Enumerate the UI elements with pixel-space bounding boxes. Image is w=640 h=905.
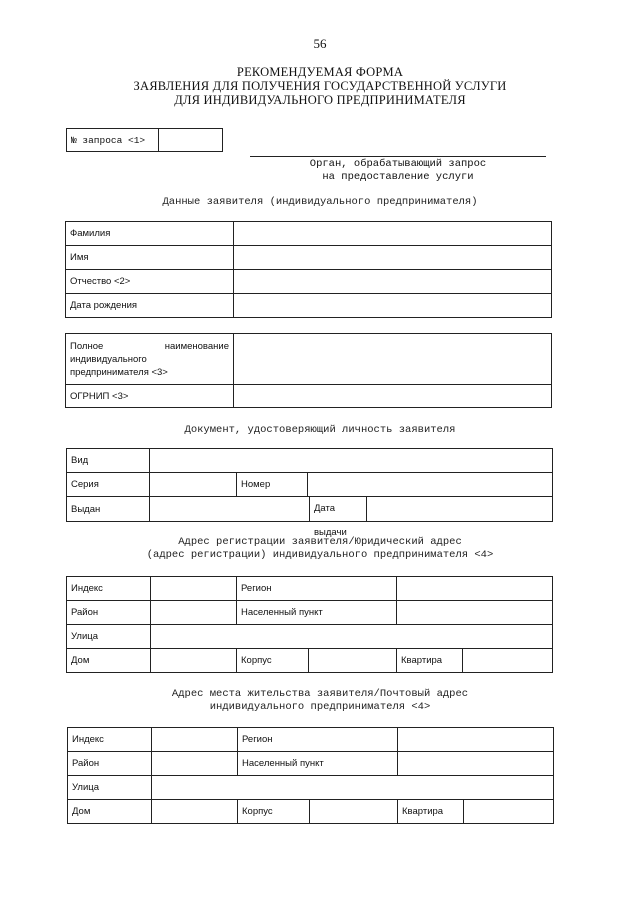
reg-building-label: Корпус (237, 649, 309, 673)
patronymic-input[interactable] (238, 273, 547, 291)
res-region-label: Регион (238, 728, 398, 752)
identity-doc-issued-table (66, 496, 553, 538)
doc-issue-date-input[interactable] (371, 500, 552, 518)
doc-series-label: Серия (67, 473, 150, 497)
ogrnip-input[interactable] (238, 387, 547, 405)
table-row (68, 800, 554, 824)
doc-issued-by-label: Выдан (67, 497, 150, 522)
reg-district-input[interactable] (155, 604, 232, 622)
doc-series-input[interactable] (154, 476, 232, 494)
full-name-input[interactable] (238, 350, 547, 368)
res-address-table (67, 727, 554, 824)
identity-doc-section-heading: Документ, удостоверяющий личность заявителя (184, 424, 456, 436)
table-row (66, 334, 552, 385)
reg-house-label: Дом (67, 649, 151, 673)
birth-date-input[interactable] (238, 297, 547, 315)
reg-locality-input[interactable] (401, 604, 548, 622)
reg-apartment-label: Квартира (397, 649, 463, 673)
reg-locality-field[interactable] (397, 601, 553, 625)
reg-index-input[interactable] (155, 580, 232, 598)
res-building-label: Корпус (238, 800, 310, 824)
full-name-label-word-2: наименование (164, 340, 229, 352)
res-district-field[interactable] (152, 752, 238, 776)
table-row (67, 497, 553, 522)
page-number: 56 (313, 36, 327, 51)
birth-date-field[interactable] (234, 294, 552, 318)
doc-number-label: Номер (237, 473, 308, 497)
reg-apartment-field[interactable] (463, 649, 553, 673)
res-locality-field[interactable] (398, 752, 554, 776)
doc-issued-by-field[interactable] (150, 497, 310, 522)
full-name-label-word-1: Полное (70, 340, 104, 352)
ogrnip-label: ОГРНИП <3> (66, 385, 234, 408)
reg-building-field[interactable] (309, 649, 397, 673)
reg-house-input[interactable] (155, 652, 232, 670)
reg-address-heading-line-2: (адрес регистрации) индивидуального предпринимателя <4> (146, 549, 494, 561)
ogrnip-field[interactable] (234, 385, 552, 408)
doc-number-input[interactable] (312, 476, 548, 494)
full-name-label (66, 334, 234, 385)
res-index-field[interactable] (152, 728, 238, 752)
res-street-field[interactable] (152, 776, 554, 800)
res-region-input[interactable] (402, 731, 549, 749)
entrepreneur-table (65, 333, 552, 408)
table-row (67, 625, 553, 649)
reg-district-label: Район (67, 601, 151, 625)
res-locality-input[interactable] (402, 755, 549, 773)
surname-field[interactable] (234, 222, 552, 246)
name-label: Имя (66, 246, 234, 270)
request-number-field[interactable] (159, 129, 223, 152)
organ-caption (250, 158, 546, 184)
name-input[interactable] (238, 249, 547, 267)
table-row (66, 294, 552, 318)
table-row (68, 728, 554, 752)
doc-series-field[interactable] (150, 473, 237, 497)
organ-signature-line (250, 156, 546, 157)
full-name-label-line-3: предпринимателя <3> (70, 366, 168, 378)
table-row (68, 776, 554, 800)
res-street-input[interactable] (156, 779, 549, 797)
reg-address-table (66, 576, 553, 673)
reg-apartment-input[interactable] (467, 652, 548, 670)
reg-street-input[interactable] (155, 628, 548, 646)
res-house-input[interactable] (156, 803, 233, 821)
res-region-field[interactable] (398, 728, 554, 752)
table-row (66, 246, 552, 270)
form-title-line-3: ДЛЯ ИНДИВИДУАЛЬНОГО ПРЕДПРИНИМАТЕЛЯ (174, 93, 466, 107)
res-index-label: Индекс (68, 728, 152, 752)
doc-issue-date-cell[interactable] (310, 497, 553, 538)
table-row (67, 577, 553, 601)
table-row (66, 385, 552, 408)
table-row (67, 649, 553, 673)
res-house-field[interactable] (152, 800, 238, 824)
full-name-field[interactable] (234, 334, 552, 385)
reg-index-label: Индекс (67, 577, 151, 601)
surname-input[interactable] (238, 225, 547, 243)
res-house-label: Дом (68, 800, 152, 824)
res-apartment-input[interactable] (468, 803, 549, 821)
organ-caption-line-1: Орган, обрабатывающий запрос (309, 158, 487, 170)
doc-type-field[interactable] (150, 449, 553, 473)
reg-region-input[interactable] (401, 580, 548, 598)
table-row (68, 752, 554, 776)
request-number-box (66, 128, 223, 152)
organ-caption-line-2: на предоставление услуги (322, 171, 474, 183)
table-row (67, 473, 553, 497)
name-field[interactable] (234, 246, 552, 270)
res-apartment-label: Квартира (398, 800, 464, 824)
reg-locality-label: Населенный пункт (237, 601, 397, 625)
res-building-input[interactable] (314, 803, 393, 821)
res-district-label: Район (68, 752, 152, 776)
res-locality-label: Населенный пункт (238, 752, 398, 776)
res-apartment-field[interactable] (464, 800, 554, 824)
applicant-section-heading: Данные заявителя (индивидуального предпринимателя) (162, 196, 478, 208)
reg-region-field[interactable] (397, 577, 553, 601)
reg-index-field[interactable] (151, 577, 237, 601)
form-title-line-1: РЕКОМЕНДУЕМАЯ ФОРМА (236, 65, 404, 79)
surname-label: Фамилия (66, 222, 234, 246)
birth-date-label: Дата рождения (66, 294, 234, 318)
request-number-label: № запроса <1> (67, 129, 159, 152)
doc-type-input[interactable] (154, 452, 548, 470)
doc-type-label: Вид (67, 449, 150, 473)
res-index-input[interactable] (156, 731, 233, 749)
res-building-field[interactable] (310, 800, 398, 824)
patronymic-label: Отчество <2> (66, 270, 234, 294)
table-row (67, 449, 553, 473)
table-row (66, 222, 552, 246)
reg-region-label: Регион (237, 577, 397, 601)
res-address-heading-line-2: индивидуального предпринимателя <4> (209, 701, 431, 713)
applicant-table (65, 221, 552, 318)
reg-street-label: Улица (67, 625, 151, 649)
res-address-heading-line-1: Адрес места жительства заявителя/Почтовый адрес (171, 688, 469, 700)
res-street-label: Улица (68, 776, 152, 800)
full-name-label-line-2: индивидуального (70, 353, 147, 365)
reg-district-field[interactable] (151, 601, 237, 625)
identity-doc-table (66, 448, 553, 497)
table-row (66, 270, 552, 294)
reg-building-input[interactable] (313, 652, 392, 670)
form-title-line-2: ЗАЯВЛЕНИЯ ДЛЯ ПОЛУЧЕНИЯ ГОСУДАРСТВЕННОЙ УСЛУГИ (133, 79, 507, 93)
reg-house-field[interactable] (151, 649, 237, 673)
res-district-input[interactable] (156, 755, 233, 773)
doc-number-field[interactable] (308, 473, 553, 497)
reg-street-field[interactable] (151, 625, 553, 649)
table-row (67, 601, 553, 625)
doc-issue-date-label: Дата выдачи (310, 497, 367, 521)
patronymic-field[interactable] (234, 270, 552, 294)
request-number-input[interactable] (163, 131, 218, 149)
reg-address-heading-line-1: Адрес регистрации заявителя/Юридический адрес (178, 536, 462, 548)
